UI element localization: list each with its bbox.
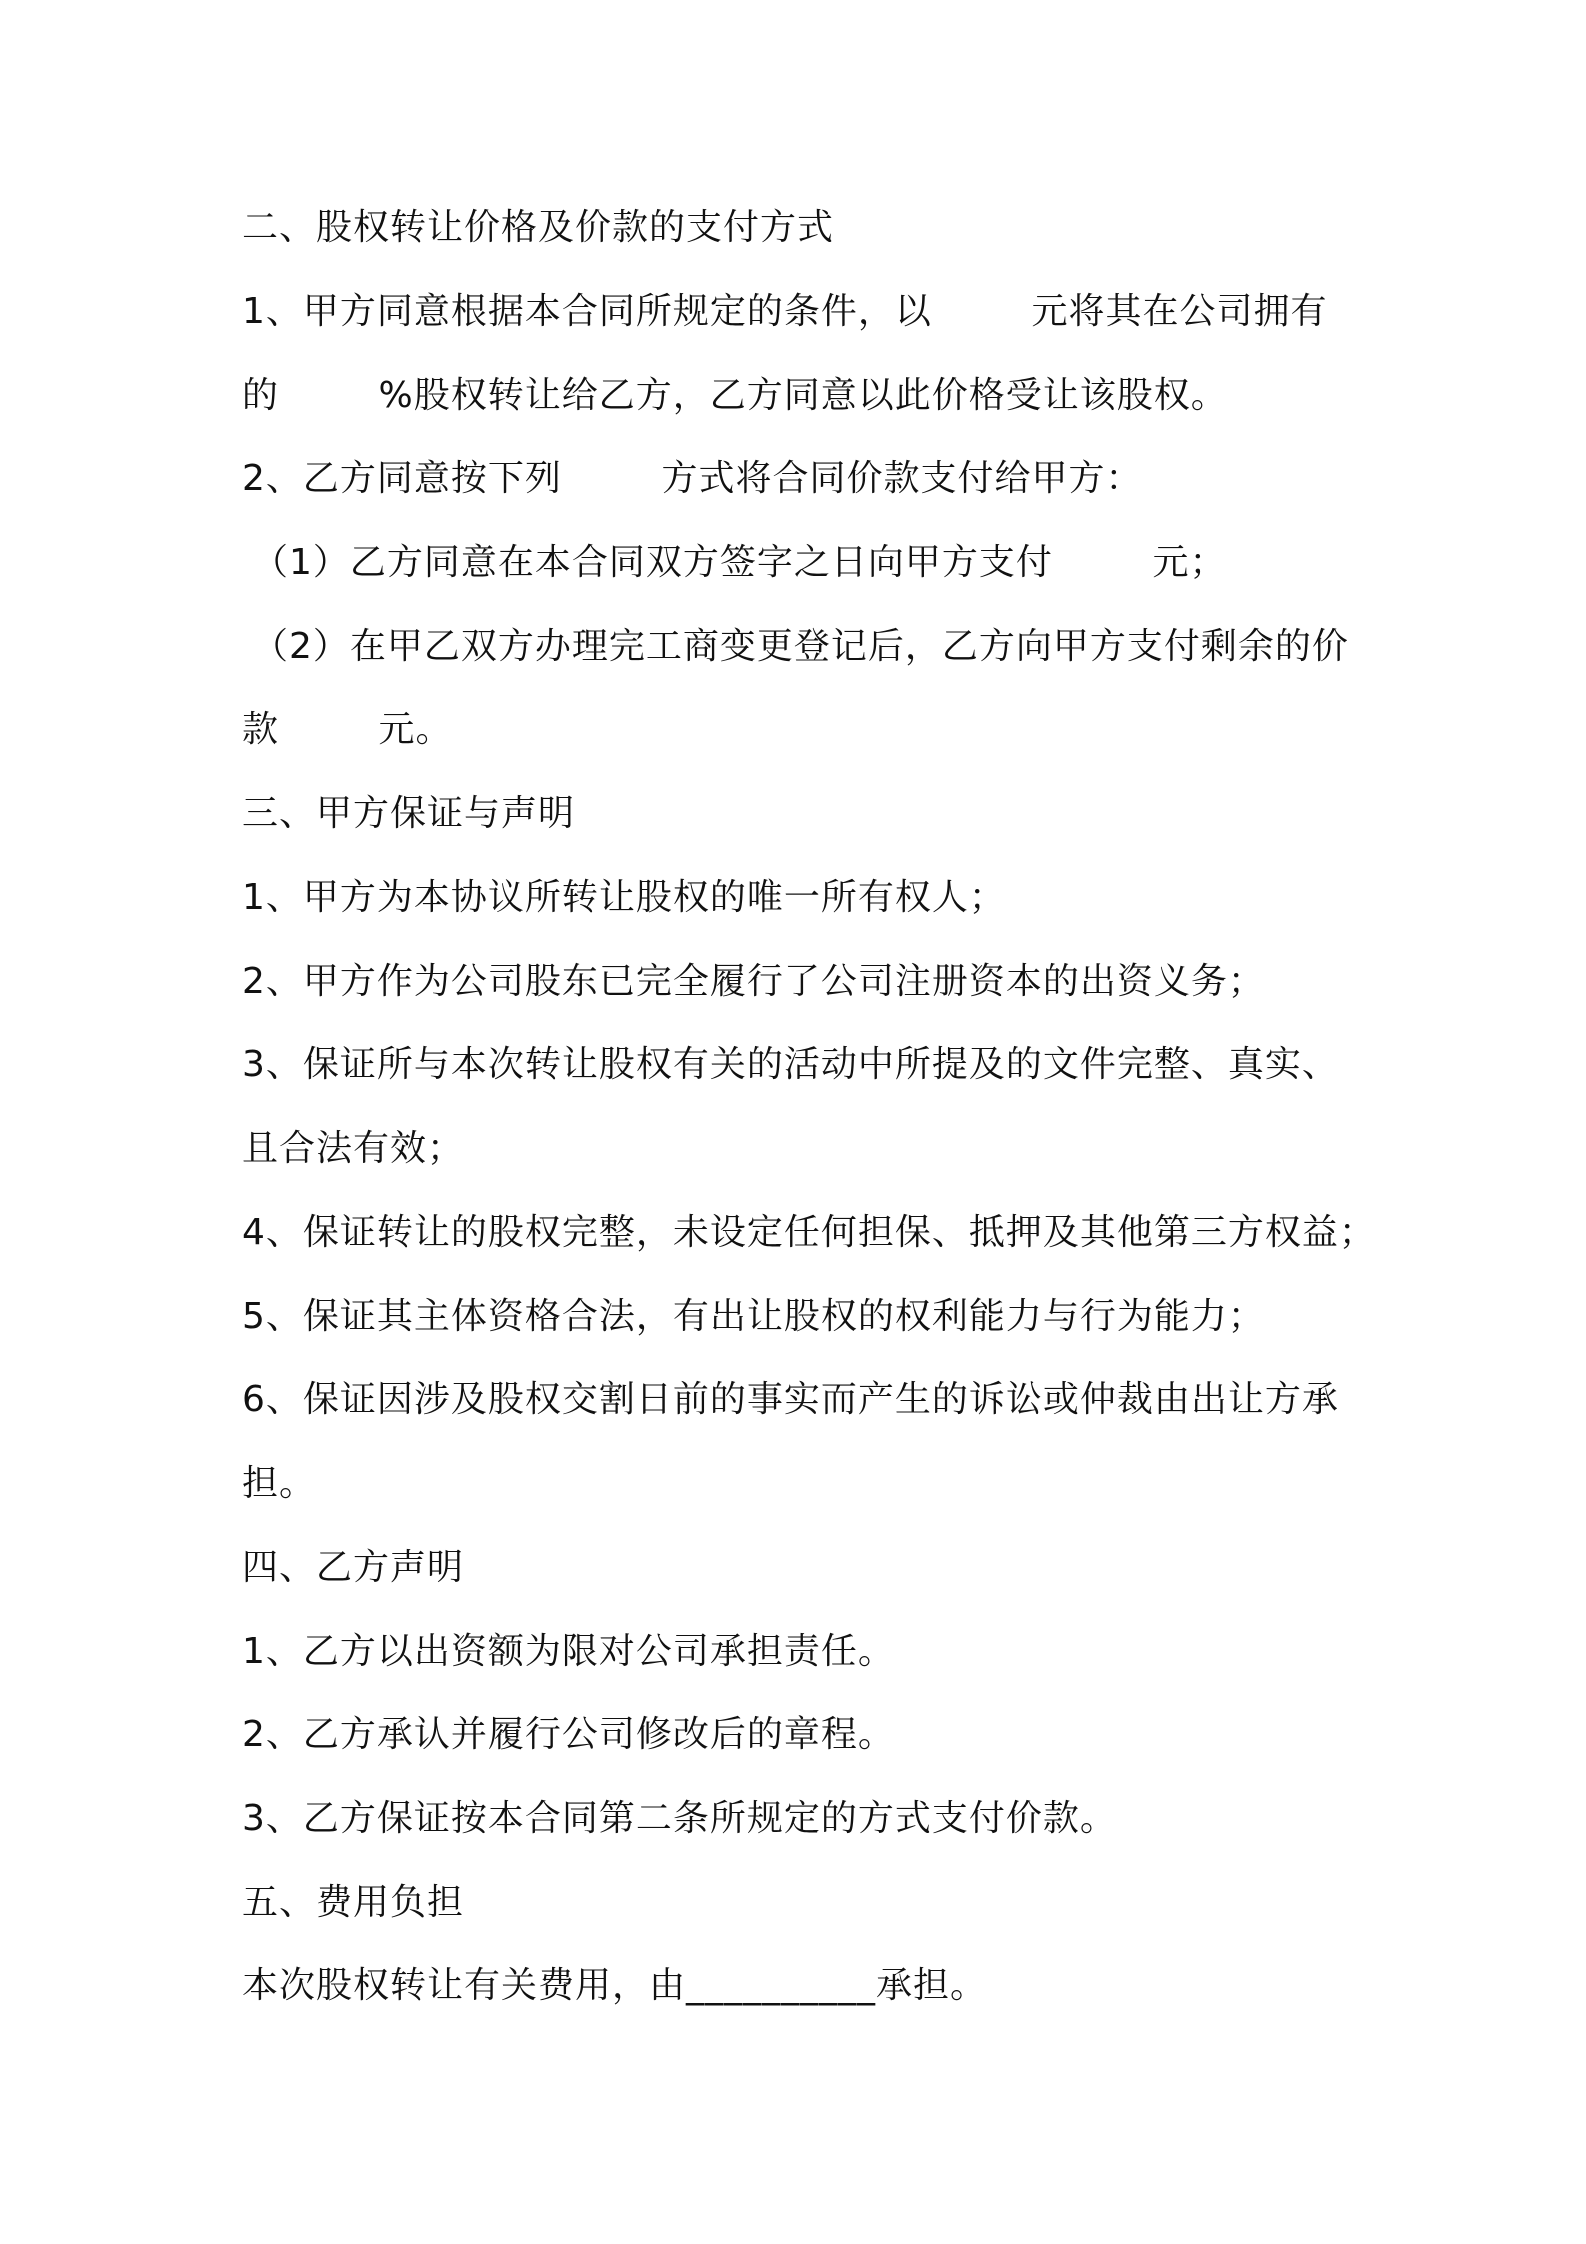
paragraph-line: 且合法有效； <box>242 1128 465 1169</box>
paragraph-line: 5、保证其主体资格合法，有出让股权的权利能力与行为能力； <box>242 1296 1265 1337</box>
section-heading-price-payment: 二、股权转让价格及价款的支付方式 <box>242 207 835 248</box>
paragraph-line: 2、乙方承认并履行公司修改后的章程。 <box>242 1714 895 1755</box>
paragraph-line: 1、甲方同意根据本合同所规定的条件，以 元将其在公司拥有 <box>242 291 1328 332</box>
paragraph-line: 的 %股权转让给乙方，乙方同意以此价格受让该股权。 <box>242 375 1228 416</box>
paragraph-line: 1、乙方以出资额为限对公司承担责任。 <box>242 1631 895 1672</box>
paragraph-line: 款 元。 <box>242 709 453 750</box>
paragraph-line: 本次股权转让有关费用，由__________承担。 <box>242 1965 988 2006</box>
paragraph-line: 6、保证因涉及股权交割日前的事实而产生的诉讼或仲裁由出让方承 <box>242 1379 1339 1420</box>
paragraph-line: 4、保证转让的股权完整，未设定任何担保、抵押及其他第三方权益； <box>242 1212 1376 1253</box>
paragraph-line: 3、乙方保证按本合同第二条所规定的方式支付价款。 <box>242 1798 1117 1839</box>
paragraph-line: （1）乙方同意在本合同双方签字之日向甲方支付 元； <box>252 542 1227 583</box>
section-heading-expenses: 五、费用负担 <box>242 1882 465 1923</box>
paragraph-line: 2、乙方同意按下列 方式将合同价款支付给甲方： <box>242 458 1143 499</box>
section-heading-party-b-statement: 四、乙方声明 <box>242 1547 465 1588</box>
paragraph-line: 3、保证所与本次转让股权有关的活动中所提及的文件完整、真实、 <box>242 1044 1339 1085</box>
paragraph-line: 2、甲方作为公司股东已完全履行了公司注册资本的出资义务； <box>242 961 1265 1002</box>
paragraph-line: 担。 <box>242 1463 317 1504</box>
section-heading-party-a-warranty: 三、甲方保证与声明 <box>242 793 576 834</box>
paragraph-line: 1、甲方为本协议所转让股权的唯一所有权人； <box>242 877 1006 918</box>
paragraph-line: （2）在甲乙双方办理完工商变更登记后，乙方向甲方支付剩余的价 <box>252 626 1349 667</box>
